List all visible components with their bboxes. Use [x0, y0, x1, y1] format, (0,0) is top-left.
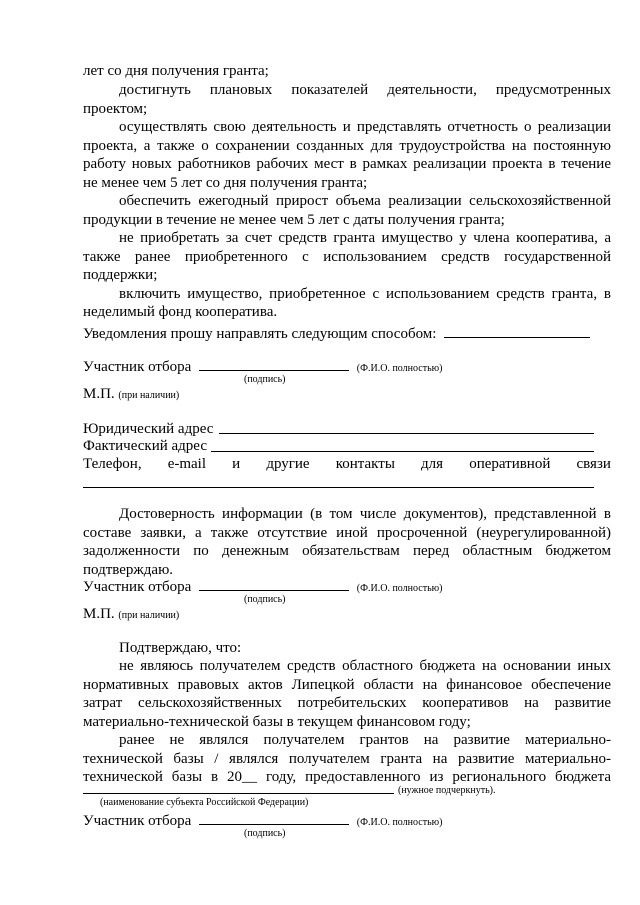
text-line: затрат сельскохозяйственных потребительских кооперативов на развитие — [83, 695, 611, 711]
fio-note: (Ф.И.О. полностью) — [356, 363, 443, 374]
signature-field[interactable] — [199, 576, 349, 591]
signature-note: (подпись) — [244, 828, 286, 839]
actual-address-field[interactable] — [211, 451, 594, 452]
actual-address-label: Фактический адрес — [83, 438, 207, 454]
phone-word: Телефон, — [83, 456, 142, 472]
text-line: проектом; — [83, 101, 148, 117]
participant-label: Участник отбора — [83, 359, 192, 375]
notify-row — [83, 323, 611, 343]
stamp-row — [83, 385, 611, 405]
phone-word: оперативной — [469, 456, 551, 472]
text-line: проекта, а также о сохранении созданных для трудоустройства на постоянную — [83, 138, 611, 154]
phone-word: связи — [576, 456, 611, 472]
text-line: не приобретать за счет средств гранта имущество у члена кооператива, а — [119, 230, 611, 246]
signature-row — [83, 356, 611, 378]
notify-label: Уведомления прошу направлять следующим способом: — [83, 326, 437, 342]
text-line: поддержки; — [83, 267, 158, 283]
legal-address-row — [83, 420, 611, 438]
signature-row — [83, 810, 611, 832]
stamp-label: М.П. — [83, 606, 115, 622]
text-line: осуществлять свою деятельность и представлять отчетность о реализации — [119, 119, 611, 135]
text-line: включить имущество, приобретенное с использованием средств гранта, в — [119, 286, 611, 302]
phone-word: другие — [266, 456, 310, 472]
text-line: неделимый фонд кооператива. — [83, 304, 278, 320]
phone-word: e-mail — [167, 456, 207, 472]
signature-note: (подпись) — [244, 594, 286, 605]
text-line: материально-технической базы в текущем финансовом году; — [83, 714, 471, 730]
notify-field[interactable] — [444, 323, 590, 338]
phone-word: для — [421, 456, 444, 472]
text-line: нормативных правовых актов Липецкой области на финансовое обеспечение — [83, 677, 611, 693]
text-line: продукции в течение не менее чем 5 лет с даты получения гранта; — [83, 212, 505, 228]
legal-address-field[interactable] — [219, 433, 594, 434]
phone-row — [83, 455, 611, 473]
text-line: обеспечить ежегодный прирост объема реализации сельскохозяйственной — [119, 193, 611, 209]
underline-note: (нужное подчеркнуть). — [398, 785, 496, 796]
fio-note: (Ф.И.О. полностью) — [356, 817, 443, 828]
text-line: лет со дня получения гранта; — [83, 63, 269, 79]
region-note: (наименование субъекта Российской Федерации) — [100, 797, 309, 808]
confirm-title: Подтверждаю, что: — [119, 640, 242, 656]
text-line: не менее чем 5 лет со дня получения гранта; — [83, 175, 368, 191]
phone-word: и — [232, 456, 241, 472]
text-line: составе заявки, а также отсутствие иной просроченной (неурегулированной) — [83, 525, 611, 541]
signature-field[interactable] — [199, 810, 349, 825]
text-line: Достоверность информации (в том числе документов), представленной в — [119, 506, 611, 522]
actual-address-row — [83, 437, 611, 455]
text-line: технической базы в 20__ году, предоставленного из регионального бюджета — [83, 769, 611, 785]
stamp-note: (при наличии) — [118, 390, 180, 401]
text-line: подтверждаю. — [83, 562, 174, 578]
text-line: работу новых работников рабочих мест в рамках реализации проекта в течение — [83, 156, 611, 172]
signature-row — [83, 576, 611, 598]
text-line: технической базы / являлся получателем гранта на развитие материально- — [83, 751, 611, 767]
text-line: достигнуть плановых показателей деятельности, предусмотренных — [119, 82, 611, 98]
phone-word: контакты — [335, 456, 395, 472]
signature-note: (подпись) — [244, 374, 286, 385]
text-line: задолженности по денежным обязательствам перед областным бюджетом — [83, 543, 611, 559]
text-line: также ранее приобретенного с использованием средств государственной — [83, 249, 611, 265]
text-line: ранее не являлся получателем грантов на развитие материально- — [119, 732, 611, 748]
stamp-label: М.П. — [83, 386, 115, 402]
fio-note: (Ф.И.О. полностью) — [356, 583, 443, 594]
legal-address-label: Юридический адрес — [83, 421, 214, 437]
participant-label: Участник отбора — [83, 579, 192, 595]
stamp-row — [83, 605, 611, 625]
text-line: не являюсь получателем средств областного бюджета на основании иных — [119, 658, 611, 674]
stamp-note: (при наличии) — [118, 610, 180, 621]
region-field[interactable] — [83, 793, 394, 794]
participant-label: Участник отбора — [83, 813, 192, 829]
phone-field[interactable] — [83, 487, 594, 488]
signature-field[interactable] — [199, 356, 349, 371]
